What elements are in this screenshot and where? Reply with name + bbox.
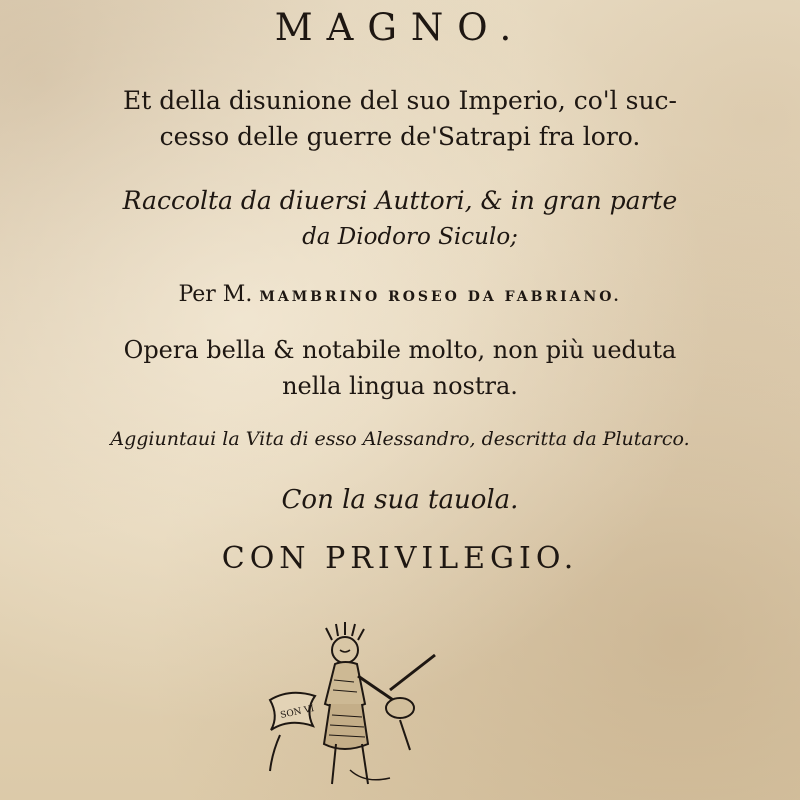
work-line-1: Opera bella & notabile molto, non più ueduta	[123, 336, 677, 364]
collected-line-1: Raccolta da diuersi Auttori, & in gran parte	[122, 186, 678, 215]
privilege-line: CON PRIVILEGIO.	[221, 541, 579, 576]
author-line	[0, 282, 800, 307]
appendix-line: Aggiuntaui la Vita di esso Alessandro, descritta da Plutarco.	[110, 428, 690, 450]
table-note: Con la sua tauola.	[281, 485, 519, 515]
subtitle-line-1: Et della disunione del suo Imperio, co'l suc-	[123, 86, 677, 115]
printer-device-woodcut-icon	[250, 620, 480, 800]
author-name: MAMBRINO ROSEO DA FABRIANO.	[259, 289, 622, 305]
collected-line-2: da Diodoro Siculo;	[302, 224, 518, 250]
work-line-2: nella lingua nostra.	[282, 372, 518, 400]
subtitle-line-2: cesso delle guerre de'Satrapi fra loro.	[159, 122, 641, 151]
book-title: MAGNO.	[274, 6, 526, 49]
author-prefix: Per M.	[178, 282, 253, 307]
banner-text: SON VI	[279, 704, 316, 721]
